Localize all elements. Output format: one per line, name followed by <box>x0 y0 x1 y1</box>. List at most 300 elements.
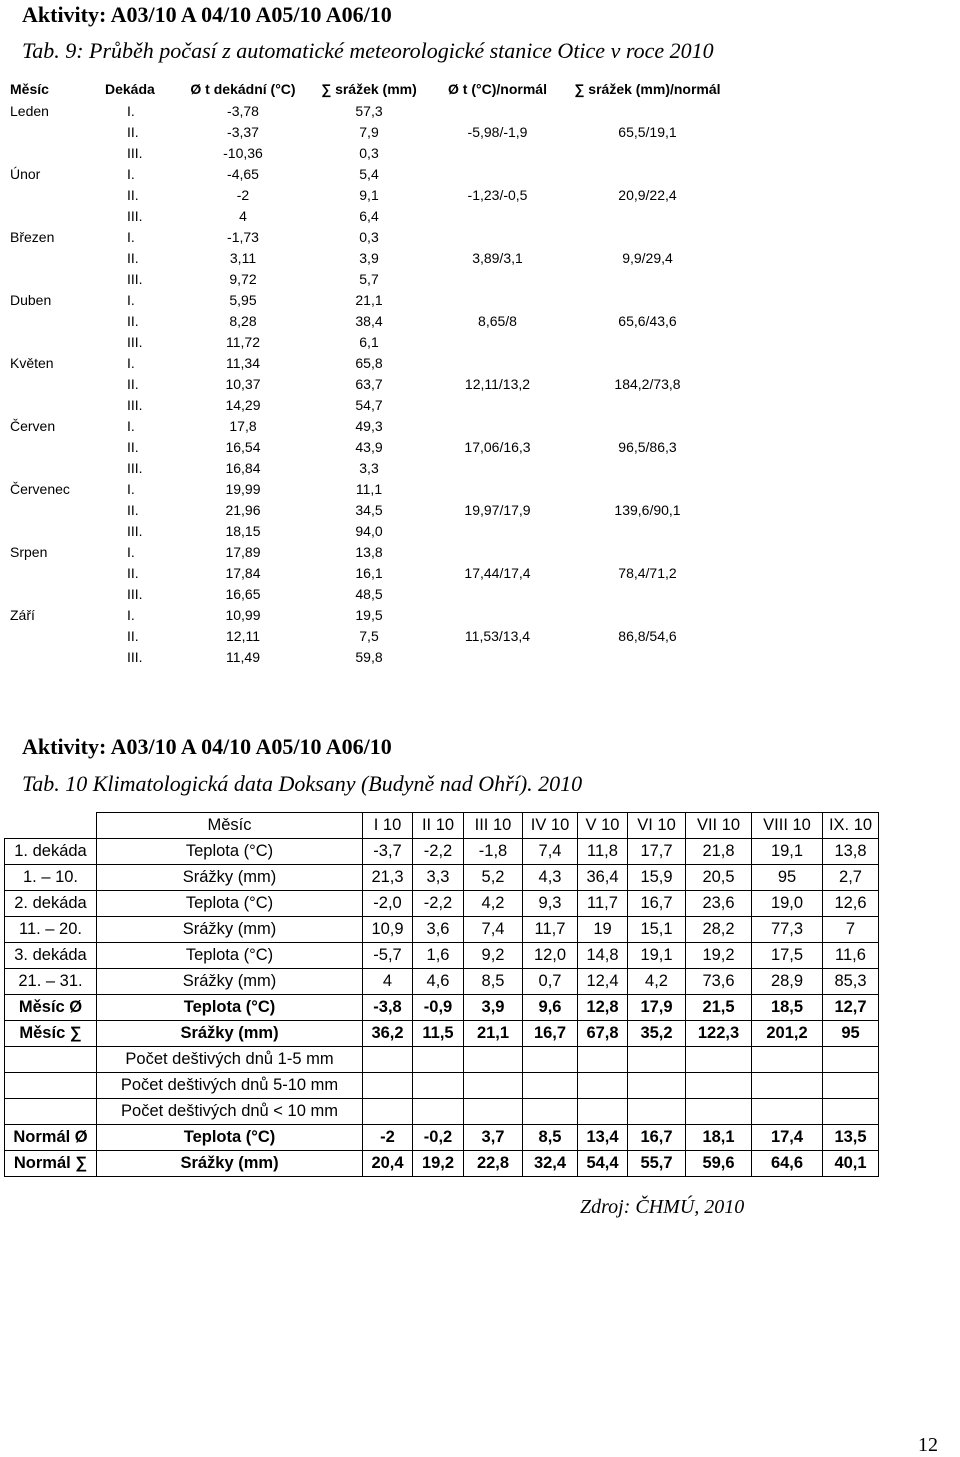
table10-value: 3,6 <box>413 917 464 943</box>
table10-value <box>752 1099 823 1125</box>
source-note: Zdroj: ČHMÚ, 2010 <box>580 1196 745 1218</box>
table10-value: 95 <box>752 865 823 891</box>
table10-row-label: Měsíc Ø <box>5 995 97 1021</box>
table9-cell-temp-normal <box>425 415 570 436</box>
table9-cell-precipitation: 9,1 <box>359 186 379 203</box>
table9-cell-temp-normal: -1,23/-0,5 <box>467 186 528 203</box>
table9-cell-avg-temp: 19,99 <box>225 480 261 497</box>
table9-row <box>10 436 725 457</box>
table9-header-cell: ∑ srážek (mm) <box>321 81 417 97</box>
table9-cell-temp-normal <box>425 142 570 163</box>
table10-value: -3,7 <box>363 839 413 865</box>
table9-cell-precip-normal: 65,6/43,6 <box>618 312 677 329</box>
table10-value: 2,7 <box>823 865 879 891</box>
table10-value: 18,1 <box>686 1125 752 1151</box>
table9-cell-decade: III. <box>127 333 143 350</box>
table9-cell-precipitation: 5,4 <box>359 165 379 182</box>
table10 <box>4 812 879 1177</box>
table10-value <box>523 1099 578 1125</box>
table9-cell-month-name: Duben <box>10 291 52 308</box>
table9-row <box>10 604 725 625</box>
table10-row-label: 11. – 20. <box>5 917 97 943</box>
table9-cell-temp-normal <box>425 100 570 121</box>
table10-value: 16,7 <box>523 1021 578 1047</box>
table10-value <box>686 1047 752 1073</box>
table10-header-cell: I 10 <box>363 813 413 839</box>
table9-cell-avg-temp: 16,84 <box>225 459 261 476</box>
table9-cell-month-name <box>10 331 105 352</box>
table10-value: 12,7 <box>823 995 879 1021</box>
table10-row-label <box>5 1099 97 1125</box>
table9-cell-month-name <box>10 310 105 331</box>
table9-cell-avg-temp: -10,36 <box>223 144 263 161</box>
table9-header-cell: ∑ srážek (mm)/normál <box>574 81 721 97</box>
table9-cell-month-name <box>10 457 105 478</box>
table9-cell-decade: II. <box>127 564 139 581</box>
table9-row <box>10 625 725 646</box>
table9-cell-decade: II. <box>127 501 139 518</box>
table9-cell-month-name <box>10 562 105 583</box>
table9 <box>10 78 725 667</box>
table10-row <box>5 865 879 891</box>
table10-row-label: 1. – 10. <box>5 865 97 891</box>
table9-cell-decade: II. <box>127 249 139 266</box>
table10-value: 7 <box>823 917 879 943</box>
table9-cell-decade: I. <box>127 543 135 560</box>
table9-cell-decade: II. <box>127 123 139 140</box>
table10-header-cell: VI 10 <box>628 813 686 839</box>
table9-cell-avg-temp: 10,37 <box>225 375 261 392</box>
table10-value <box>413 1047 464 1073</box>
table10-quantity: Teplota (°C) <box>97 943 363 969</box>
table9-cell-precip-normal: 9,9/29,4 <box>622 249 673 266</box>
table9-cell-month-name: Červen <box>10 417 56 434</box>
table10-value: 13,4 <box>578 1125 628 1151</box>
table10-value: 12,4 <box>578 969 628 995</box>
table9-cell-avg-temp: 9,72 <box>229 270 257 287</box>
table10-value: 7,4 <box>523 839 578 865</box>
table10-quantity: Počet deštivých dnů < 10 mm <box>97 1099 363 1125</box>
table10-value: 19,2 <box>686 943 752 969</box>
table10-value: -2,2 <box>413 839 464 865</box>
table9-cell-precipitation: 57,3 <box>355 102 383 119</box>
table9-cell-temp-normal <box>425 478 570 499</box>
table10-row-label: Měsíc ∑ <box>5 1021 97 1047</box>
table9-cell-decade: III. <box>127 522 143 539</box>
table9-cell-precipitation: 94,0 <box>355 522 383 539</box>
table9-cell-precip-normal: 184,2/73,8 <box>614 375 681 392</box>
table9-cell-temp-normal <box>425 646 570 667</box>
table10-value: 16,7 <box>628 1125 686 1151</box>
table10-value <box>578 1099 628 1125</box>
table9-cell-decade: III. <box>127 207 143 224</box>
table9-cell-decade: I. <box>127 165 135 182</box>
table9-row <box>10 331 725 352</box>
table9-cell-temp-normal <box>425 163 570 184</box>
table10-value: 9,3 <box>523 891 578 917</box>
table10-value: 11,5 <box>413 1021 464 1047</box>
table9-row <box>10 646 725 667</box>
table9-cell-month-name <box>10 268 105 289</box>
table10-row-label: 3. dekáda <box>5 943 97 969</box>
table9-cell-precipitation: 54,7 <box>355 396 383 413</box>
table9-cell-decade: I. <box>127 354 135 371</box>
table9-row <box>10 415 725 436</box>
table10-value: 201,2 <box>752 1021 823 1047</box>
table10-value: 4 <box>363 969 413 995</box>
table10-header-cell <box>5 813 97 839</box>
table9-cell-precip-normal: 65,5/19,1 <box>618 123 677 140</box>
table10-value <box>823 1099 879 1125</box>
table10-header-cell: IX. 10 <box>823 813 879 839</box>
table9-cell-decade: II. <box>127 312 139 329</box>
table10-header-cell: III 10 <box>464 813 523 839</box>
table9-row <box>10 205 725 226</box>
table9-cell-precip-normal <box>570 163 725 184</box>
table10-value: 36,2 <box>363 1021 413 1047</box>
table9-cell-month-name: Březen <box>10 228 55 245</box>
table9-cell-temp-normal: 3,89/3,1 <box>472 249 523 266</box>
table9-cell-decade: III. <box>127 270 143 287</box>
table10-value: 1,6 <box>413 943 464 969</box>
table10-value <box>686 1099 752 1125</box>
table9-cell-precipitation: 21,1 <box>355 291 383 308</box>
table10-value: 9,6 <box>523 995 578 1021</box>
table9-cell-month-name: Únor <box>10 165 41 182</box>
table9-cell-precipitation: 38,4 <box>355 312 383 329</box>
table10-row <box>5 917 879 943</box>
table9-cell-month-name <box>10 373 105 394</box>
table9-cell-decade: III. <box>127 585 143 602</box>
table9-cell-precip-normal <box>570 541 725 562</box>
table10-value: -2,0 <box>363 891 413 917</box>
table10-value: 15,9 <box>628 865 686 891</box>
table9-cell-precip-normal: 20,9/22,4 <box>618 186 677 203</box>
table10-header-cell: II 10 <box>413 813 464 839</box>
table10-row <box>5 943 879 969</box>
table10-value: 13,8 <box>823 839 879 865</box>
table9-cell-precipitation: 49,3 <box>355 417 383 434</box>
table9-row <box>10 268 725 289</box>
table10-row <box>5 1047 879 1073</box>
table9-cell-precip-normal <box>570 457 725 478</box>
table10-value: 28,2 <box>686 917 752 943</box>
table10-row-label: 1. dekáda <box>5 839 97 865</box>
table9-cell-month-name <box>10 499 105 520</box>
table10-quantity: Teplota (°C) <box>97 995 363 1021</box>
section1-heading: Aktivity: A03/10 A 04/10 A05/10 A06/10 <box>22 2 392 27</box>
table10-value: 36,4 <box>578 865 628 891</box>
table10-quantity: Teplota (°C) <box>97 891 363 917</box>
table10-row-label <box>5 1073 97 1099</box>
table9-cell-month-name: Červenec <box>10 480 70 497</box>
table10-value: 9,2 <box>464 943 523 969</box>
table9-row <box>10 394 725 415</box>
table10-value: 12,8 <box>578 995 628 1021</box>
table9-cell-avg-temp: 17,8 <box>229 417 257 434</box>
table9-cell-decade: III. <box>127 396 143 413</box>
table9-row <box>10 541 725 562</box>
table10-value: 7,4 <box>464 917 523 943</box>
table9-cell-precip-normal <box>570 604 725 625</box>
table9-cell-precip-normal <box>570 478 725 499</box>
table9-cell-precipitation: 19,5 <box>355 606 383 623</box>
table9-cell-decade: II. <box>127 438 139 455</box>
table10-row <box>5 1151 879 1177</box>
table10-value: 4,3 <box>523 865 578 891</box>
table9-cell-precip-normal <box>570 289 725 310</box>
table9-row <box>10 373 725 394</box>
table10-value: -2 <box>363 1125 413 1151</box>
table10-value: 21,1 <box>464 1021 523 1047</box>
table10-value: 19,1 <box>752 839 823 865</box>
table9-cell-precip-normal: 139,6/90,1 <box>614 501 681 518</box>
table9-row <box>10 142 725 163</box>
table9-cell-precipitation: 43,9 <box>355 438 383 455</box>
table9-row <box>10 184 725 205</box>
table9-row <box>10 289 725 310</box>
table10-value <box>413 1099 464 1125</box>
table10-value: 11,7 <box>578 891 628 917</box>
table10-value <box>578 1073 628 1099</box>
table9-cell-avg-temp: 16,65 <box>225 585 261 602</box>
table9-cell-decade: I. <box>127 417 135 434</box>
table10-value <box>363 1099 413 1125</box>
table10-value <box>752 1047 823 1073</box>
table9-cell-precip-normal <box>570 394 725 415</box>
table10-header-cell: V 10 <box>578 813 628 839</box>
table10-value <box>578 1047 628 1073</box>
table10-value: 20,4 <box>363 1151 413 1177</box>
table9-cell-avg-temp: 8,28 <box>229 312 257 329</box>
table9-cell-avg-temp: 16,54 <box>225 438 261 455</box>
table9-cell-precipitation: 16,1 <box>355 564 383 581</box>
table9-cell-month-name <box>10 583 105 604</box>
table9-cell-temp-normal: 17,06/16,3 <box>464 438 531 455</box>
table10-value: 40,1 <box>823 1151 879 1177</box>
table9-cell-avg-temp: 10,99 <box>225 606 261 623</box>
table10-value: 12,6 <box>823 891 879 917</box>
table9-cell-month-name <box>10 394 105 415</box>
table9-cell-precipitation: 59,8 <box>355 648 383 665</box>
table10-header-row <box>5 813 879 839</box>
table10-quantity: Srážky (mm) <box>97 1151 363 1177</box>
table9-cell-temp-normal: 12,11/13,2 <box>464 375 531 392</box>
table9-cell-month-name <box>10 142 105 163</box>
table9-cell-precip-normal <box>570 100 725 121</box>
table9-cell-decade: I. <box>127 291 135 308</box>
table10-row <box>5 1021 879 1047</box>
table9-cell-decade: II. <box>127 627 139 644</box>
table10-quantity: Teplota (°C) <box>97 839 363 865</box>
table9-cell-precipitation: 48,5 <box>355 585 383 602</box>
table10-value <box>464 1073 523 1099</box>
table9-row <box>10 310 725 331</box>
table9-cell-precipitation: 13,8 <box>355 543 383 560</box>
table9-cell-precipitation: 0,3 <box>359 228 379 245</box>
table10-value <box>686 1073 752 1099</box>
table10-value <box>628 1047 686 1073</box>
table9-cell-temp-normal <box>425 268 570 289</box>
table10-value: 73,6 <box>686 969 752 995</box>
table9-cell-temp-normal <box>425 205 570 226</box>
table10-row-label: 21. – 31. <box>5 969 97 995</box>
table9-cell-precip-normal <box>570 226 725 247</box>
table9-cell-precip-normal <box>570 583 725 604</box>
table9-cell-precipitation: 3,9 <box>359 249 379 266</box>
table10-value: 17,5 <box>752 943 823 969</box>
table9-cell-month-name <box>10 625 105 646</box>
table10-value: 10,9 <box>363 917 413 943</box>
table10-value: -3,8 <box>363 995 413 1021</box>
table10-quantity: Srážky (mm) <box>97 969 363 995</box>
table9-cell-temp-normal: 8,65/8 <box>478 312 517 329</box>
table10-value <box>628 1099 686 1125</box>
table10-value: 21,8 <box>686 839 752 865</box>
table9-header-cell: Měsíc <box>10 81 49 97</box>
table9-cell-decade: III. <box>127 648 143 665</box>
table10-quantity: Počet deštivých dnů 1-5 mm <box>97 1047 363 1073</box>
table10-value: 77,3 <box>752 917 823 943</box>
table10-value: 8,5 <box>523 1125 578 1151</box>
table10-value: 32,4 <box>523 1151 578 1177</box>
table9-header-cell: Dekáda <box>105 81 155 97</box>
table9-cell-avg-temp: 11,49 <box>226 648 260 665</box>
table9-cell-avg-temp: 11,34 <box>226 354 260 371</box>
table10-value <box>628 1073 686 1099</box>
table10-value: 4,2 <box>628 969 686 995</box>
table10-value: 35,2 <box>628 1021 686 1047</box>
table9-cell-decade: I. <box>127 606 135 623</box>
table9-cell-temp-normal: 19,97/17,9 <box>464 501 531 518</box>
table10-row-label: Normál Ø <box>5 1125 97 1151</box>
table10-value: 22,8 <box>464 1151 523 1177</box>
table10-value: 3,3 <box>413 865 464 891</box>
table10-value: 8,5 <box>464 969 523 995</box>
table10-value <box>363 1047 413 1073</box>
table10-value: 54,4 <box>578 1151 628 1177</box>
table10-value <box>523 1073 578 1099</box>
table9-cell-precipitation: 6,4 <box>359 207 379 224</box>
table10-value: 19 <box>578 917 628 943</box>
table9-row <box>10 121 725 142</box>
table9-cell-precip-normal: 96,5/86,3 <box>618 438 677 455</box>
table9-cell-decade: I. <box>127 102 135 119</box>
table9-cell-precip-normal <box>570 352 725 373</box>
table9-cell-temp-normal: -5,98/-1,9 <box>467 123 528 140</box>
table9-cell-avg-temp: -2 <box>236 186 250 203</box>
table10-value: 18,5 <box>752 995 823 1021</box>
table9-cell-precipitation: 0,3 <box>359 144 379 161</box>
table9-cell-temp-normal <box>425 331 570 352</box>
table9-cell-month-name <box>10 436 105 457</box>
table9-caption: Tab. 9: Průběh počasí z automatické meteorologické stanice Otice v roce 2010 <box>22 38 714 63</box>
table9-cell-precipitation: 7,5 <box>359 627 379 644</box>
table9-cell-temp-normal <box>425 457 570 478</box>
table9-row <box>10 562 725 583</box>
table10-row <box>5 969 879 995</box>
table10-value: 23,6 <box>686 891 752 917</box>
table10-row <box>5 995 879 1021</box>
table9-cell-precip-normal <box>570 646 725 667</box>
table9-row <box>10 352 725 373</box>
table9-cell-temp-normal <box>425 394 570 415</box>
table9-cell-temp-normal <box>425 352 570 373</box>
table10-value: 3,9 <box>464 995 523 1021</box>
table9-cell-avg-temp: 17,89 <box>225 543 261 560</box>
table9-cell-temp-normal <box>425 583 570 604</box>
table9-cell-month-name <box>10 205 105 226</box>
table10-row <box>5 891 879 917</box>
table9-cell-month-name: Leden <box>10 102 49 119</box>
table9-row <box>10 163 725 184</box>
table9-cell-temp-normal <box>425 226 570 247</box>
table9-cell-precip-normal <box>570 415 725 436</box>
table9-cell-precip-normal <box>570 520 725 541</box>
table10-value: 55,7 <box>628 1151 686 1177</box>
table10-value: -1,8 <box>464 839 523 865</box>
table10-value: 64,6 <box>752 1151 823 1177</box>
table10-value: 19,0 <box>752 891 823 917</box>
table9-cell-temp-normal: 17,44/17,4 <box>464 564 531 581</box>
table9-cell-temp-normal: 11,53/13,4 <box>464 627 531 644</box>
table10-value: 21,3 <box>363 865 413 891</box>
table10-value: -2,2 <box>413 891 464 917</box>
table9-cell-avg-temp: -3,37 <box>227 123 259 140</box>
table10-value: 12,0 <box>523 943 578 969</box>
table10-value: 15,1 <box>628 917 686 943</box>
table10-row-label: Normál ∑ <box>5 1151 97 1177</box>
table10-value: 17,4 <box>752 1125 823 1151</box>
table9-cell-month-name <box>10 121 105 142</box>
table10-value: 4,6 <box>413 969 464 995</box>
table10-value: 0,7 <box>523 969 578 995</box>
table9-cell-precip-normal <box>570 331 725 352</box>
table10-quantity: Teplota (°C) <box>97 1125 363 1151</box>
table10-quantity: Srážky (mm) <box>97 865 363 891</box>
table10-value <box>823 1073 879 1099</box>
table9-cell-avg-temp: -3,78 <box>227 102 259 119</box>
table10-value: 21,5 <box>686 995 752 1021</box>
table10-value: 85,3 <box>823 969 879 995</box>
table9-cell-avg-temp: 5,95 <box>229 291 257 308</box>
table10-value <box>523 1047 578 1073</box>
table10-quantity: Srážky (mm) <box>97 917 363 943</box>
table9-row <box>10 226 725 247</box>
table9-row <box>10 520 725 541</box>
table9-cell-precip-normal: 78,4/71,2 <box>618 564 677 581</box>
table10-row <box>5 839 879 865</box>
table10-row <box>5 1073 879 1099</box>
table10-header-cell: VIII 10 <box>752 813 823 839</box>
table9-cell-precipitation: 7,9 <box>359 123 379 140</box>
table9-header-cell: Ø t dekádní (°C) <box>190 81 296 97</box>
page-number: 12 <box>918 1434 938 1456</box>
table10-value: 17,7 <box>628 839 686 865</box>
table10-value <box>823 1047 879 1073</box>
table10-value: 28,9 <box>752 969 823 995</box>
table10-value: 67,8 <box>578 1021 628 1047</box>
table10-value: 13,5 <box>823 1125 879 1151</box>
table9-cell-decade: I. <box>127 228 135 245</box>
table10-header-cell: VII 10 <box>686 813 752 839</box>
table10-quantity: Počet deštivých dnů 5-10 mm <box>97 1073 363 1099</box>
table9-cell-month-name: Květen <box>10 354 54 371</box>
table9-row <box>10 499 725 520</box>
table9-cell-precip-normal: 86,8/54,6 <box>618 627 677 644</box>
table10-value: 11,7 <box>523 917 578 943</box>
table9-cell-avg-temp: 3,11 <box>229 249 257 266</box>
